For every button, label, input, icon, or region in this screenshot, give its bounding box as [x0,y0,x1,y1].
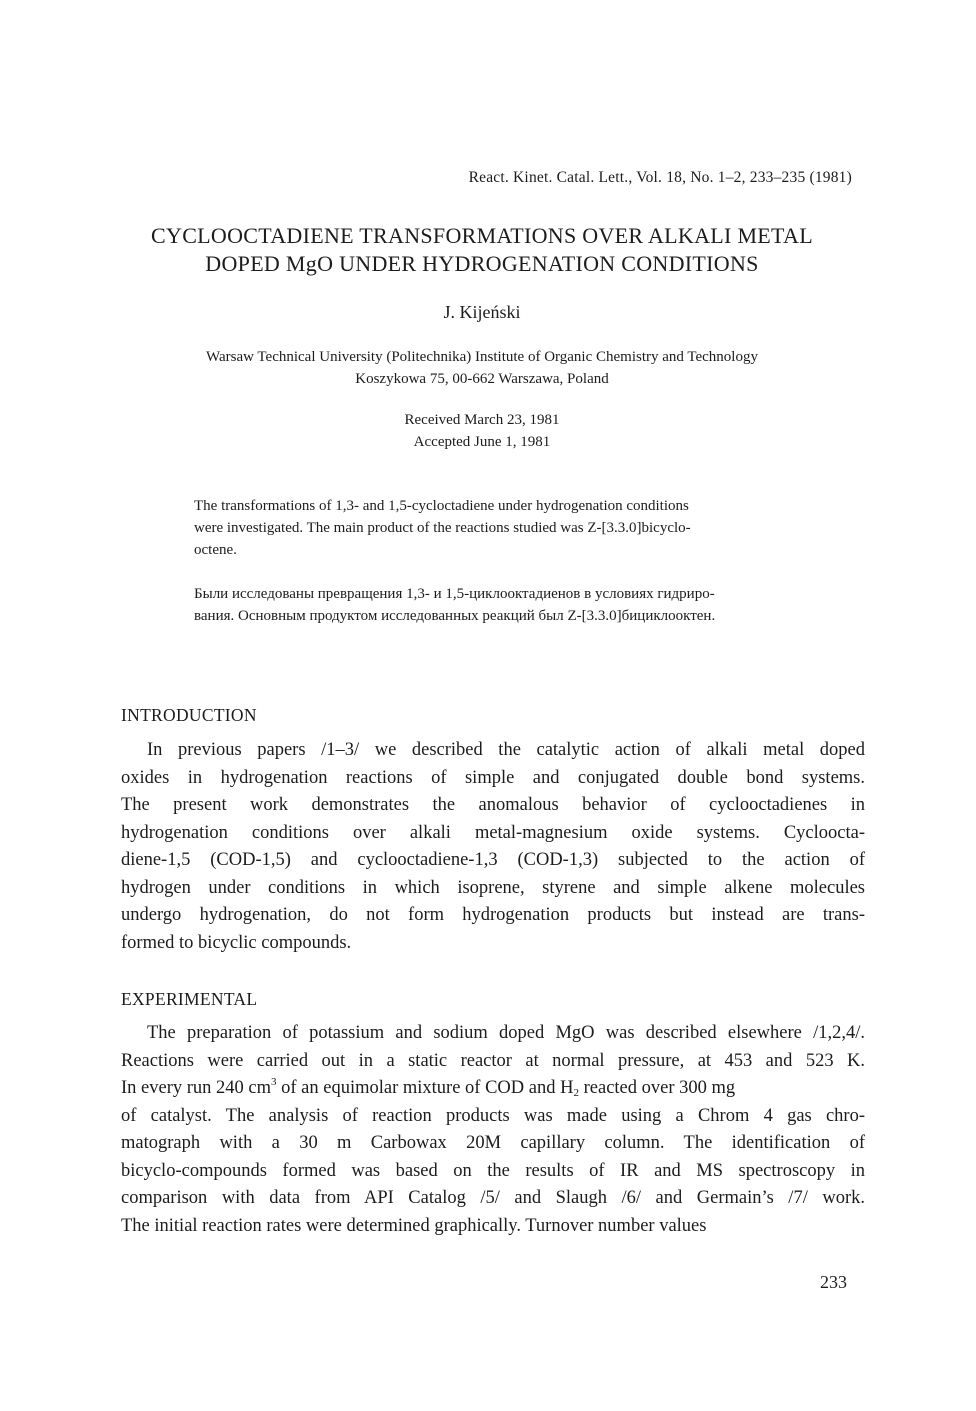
abstract-en-line: The transformations of 1,3- and 1,5-cycloctadiene under hydrogenation conditions [194,498,689,514]
abstract-ru-line: Были исследованы превращения 1,3- и 1,5-циклооктадиенов в условиях гидриро- [194,586,715,602]
paragraph-line: oxides in hydrogenation reactions of simple and conjugated double bond systems. [121,767,865,788]
text-run: reacted over 300 mg [578,1078,736,1098]
abstract-en-line: octene. [194,542,237,558]
experimental-heading: EXPERIMENTAL [121,989,258,1009]
paragraph-line: bicyclo-compounds formed was based on the results of IR and MS spectroscopy in [121,1160,865,1181]
submission-dates [0,409,964,453]
journal-citation: React. Kinet. Catal. Lett., Vol. 18, No. 1–2, 233–235 (1981) [468,169,852,186]
title-line-2: DOPED MgO UNDER HYDROGENATION CONDITIONS [205,251,759,276]
paragraph-line: The initial reaction rates were determined graphically. Turnover number values [121,1215,707,1236]
paragraph-line [121,1075,865,1103]
paragraph-line: of catalyst. The analysis of reaction products was made using a Chrom 4 gas chro- [121,1105,865,1126]
text-run: In every run 240 cm [121,1078,272,1098]
introduction-heading: INTRODUCTION [121,705,257,725]
paragraph-line: matograph with a 30 m Carbowax 20M capillary column. The identification of [121,1133,865,1153]
abstract-ru-line: вания. Основным продуктом исследованных реакций был Z-[3.3.0]бициклооктен. [194,608,716,624]
text-run: of an equimolar mixture of COD and H [276,1078,574,1098]
paragraph-line: The present work demonstrates the anomalous behavior of cyclooctadienes in [121,795,865,815]
paragraph-line: The preparation of potassium and sodium doped MgO was described elsewhere /1,2,4/. [147,1023,865,1043]
paragraph-line: hydrogenation conditions over alkali metal-magnesium oxide systems. Cycloocta- [121,822,865,843]
title-line-1: CYCLOOCTADIENE TRANSFORMATIONS OVER ALKALI METAL [151,223,813,248]
paragraph-line: Reactions were carried out in a static reactor at normal pressure, at 453 and 523 K. [121,1050,865,1071]
paper-title [0,222,964,278]
accepted-date: Accepted June 1, 1981 [413,434,551,450]
introduction-paragraph [121,737,865,957]
experimental-paragraph [121,1020,865,1240]
author-name: J. Kijeński [443,302,521,322]
superscript-exponent: 3 [271,1076,277,1088]
abstract-english [194,495,856,561]
paragraph-line: hydrogen under conditions in which isoprene, styrene and simple alkene molecules [121,877,865,898]
subscript-index: 2 [573,1087,579,1099]
paragraph-line: In previous papers /1–3/ we described the catalytic action of alkali metal doped [147,740,865,760]
abstract-russian [194,583,856,627]
affiliation-line-1: Warsaw Technical University (Politechnika) Institute of Organic Chemistry and Technology [206,349,758,365]
affiliation-line-2: Koszykowa 75, 00-662 Warszawa, Poland [355,371,609,387]
abstract-en-line: were investigated. The main product of the reactions studied was Z-[3.3.0]bicyclo- [194,520,691,536]
page-number: 233 [820,1272,847,1292]
paragraph-line: diene-1,5 (COD-1,5) and cyclooctadiene-1,3 (COD-1,3) subjected to the action of [121,850,865,870]
author-affiliation [0,346,964,390]
received-date: Received March 23, 1981 [404,412,560,428]
paragraph-line: undergo hydrogenation, do not form hydrogenation products but instead are trans- [121,905,865,925]
paragraph-line: formed to bicyclic compounds. [121,932,352,953]
paragraph-line: comparison with data from API Catalog /5/ and Slaugh /6/ and Germain’s /7/ work. [121,1188,865,1208]
